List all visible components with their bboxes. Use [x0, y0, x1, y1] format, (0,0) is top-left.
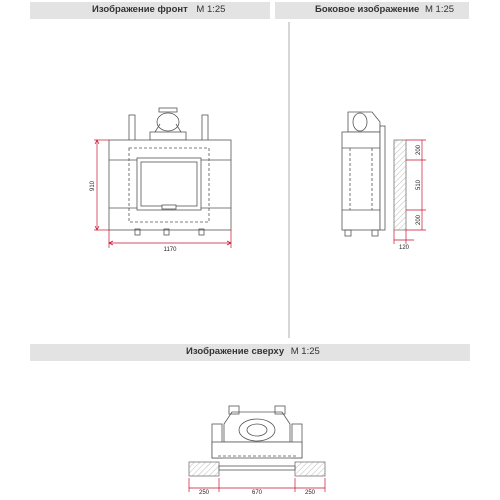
top-title: Изображение сверху [186, 346, 285, 357]
top-right-dim: 250 [304, 490, 316, 496]
front-height-dim: 910 [90, 180, 96, 192]
top-left-dim: 250 [198, 490, 210, 496]
side-view [342, 112, 406, 236]
front-view [109, 108, 231, 235]
side-title: Боковое изображение [315, 4, 420, 15]
side-scale: M 1:25 [424, 4, 455, 15]
top-scale: M 1:25 [290, 346, 320, 357]
side-depth-dim: 120 [398, 245, 410, 251]
front-width-dim: 1170 [163, 247, 177, 253]
top-center-dim: 670 [251, 490, 263, 496]
front-title: Изображение фронт [92, 4, 188, 15]
side-top-dim: 200 [416, 144, 422, 156]
side-bottom-dim: 200 [416, 214, 422, 226]
front-scale: M 1:25 [196, 4, 226, 15]
side-middle-dim: 510 [416, 179, 422, 191]
top-view [189, 406, 325, 476]
